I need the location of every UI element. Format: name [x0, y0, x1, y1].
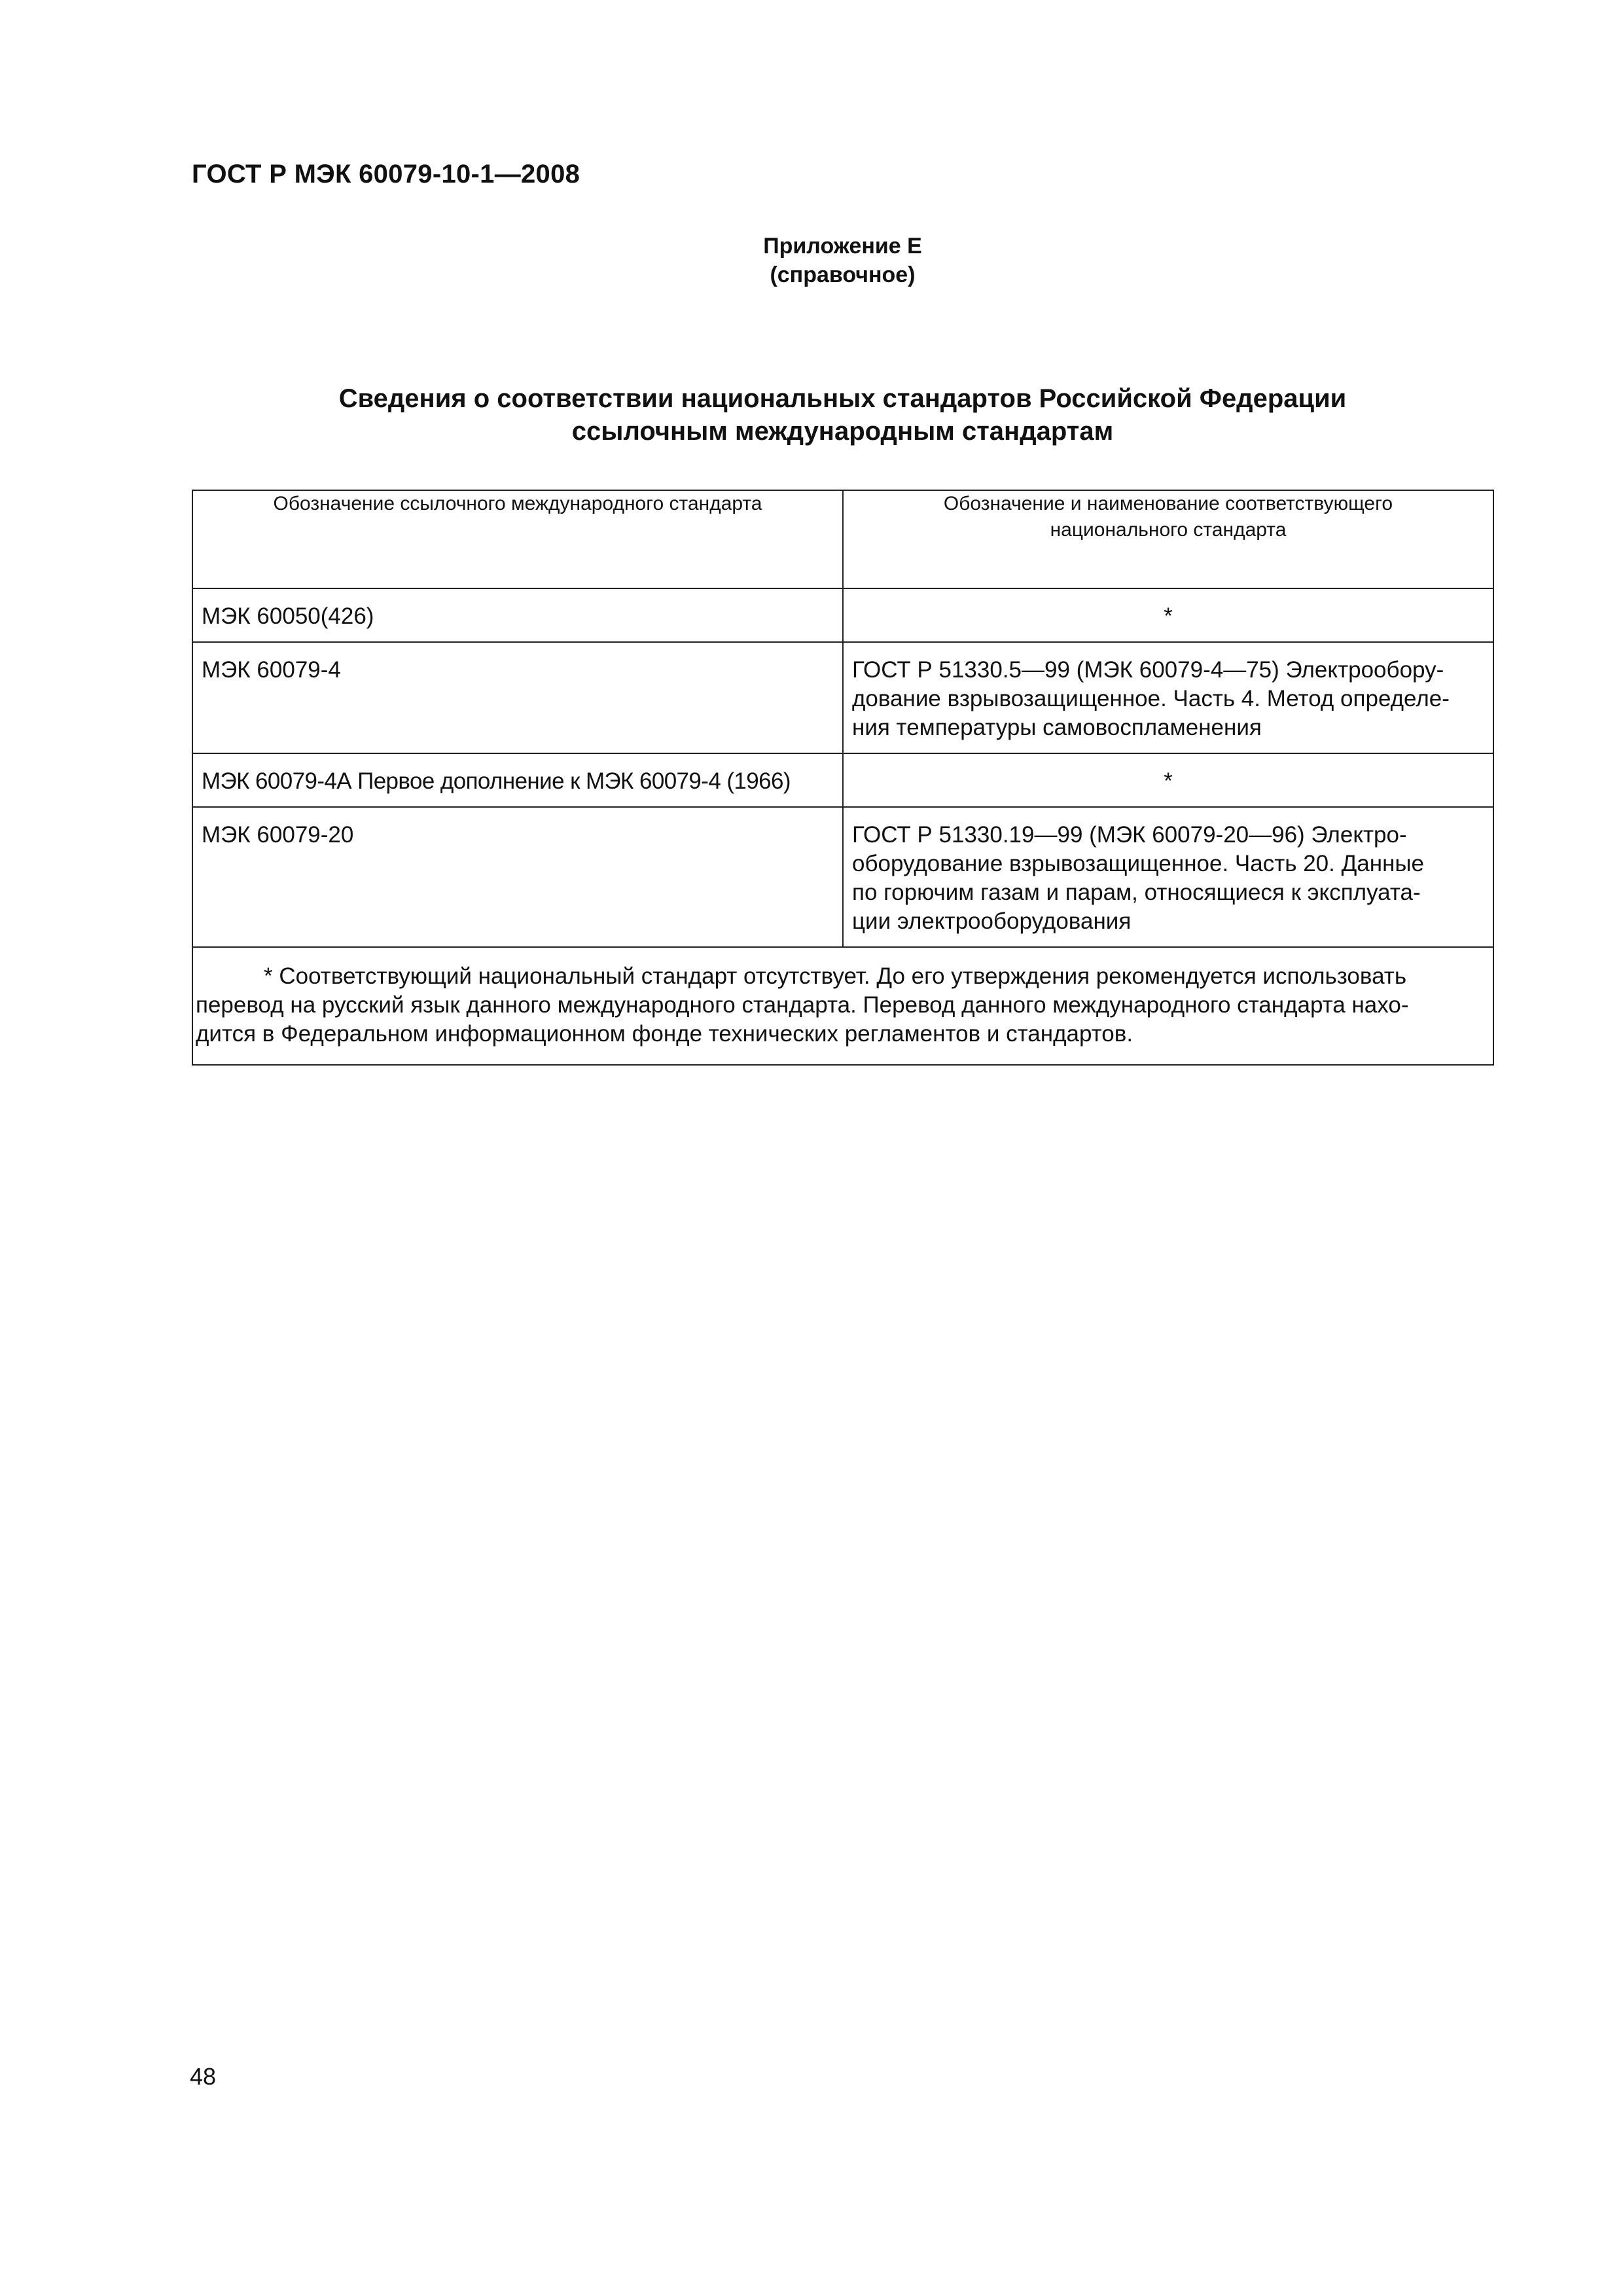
cell-international [192, 588, 843, 642]
national-text-line: ГОСТ Р 51330.5—99 (МЭК 60079-4—75) Электрообору- [852, 657, 1444, 683]
document-code: ГОСТ Р МЭК 60079-10-1—2008 [192, 160, 580, 188]
international-designation: МЭК 60079-4А Первое дополнение к МЭК 60079-4 (1966) [202, 768, 791, 794]
appendix-title: Приложение Е [763, 234, 922, 259]
cell-national [843, 753, 1493, 807]
table-footnote [192, 947, 1493, 1065]
table-header-row [192, 490, 1493, 588]
footnote-line: * Соответствующий национальный стандарт отсутствует. До его утверждения рекомендуется использовать [264, 963, 1407, 989]
cell-national [843, 807, 1493, 947]
national-text-line: по горючим газам и парам, относящиеся к эксплуата- [852, 880, 1421, 905]
table-row [192, 588, 1493, 642]
cell-international [192, 807, 843, 947]
national-text-line: дование взрывозащищенное. Часть 4. Метод определе- [852, 686, 1450, 711]
header-col1-label: Обозначение ссылочного международного стандарта [273, 493, 762, 514]
cell-international [192, 753, 843, 807]
cell-international [192, 642, 843, 753]
national-text-line: ции электрооборудования [852, 908, 1132, 934]
header-international-standard [192, 490, 843, 588]
table-row [192, 753, 1493, 807]
absent-marker: * [1164, 603, 1173, 629]
table-title-line-1: Сведения о соответствии национальных стандартов Российской Федерации [338, 384, 1347, 413]
cell-national [843, 642, 1493, 753]
table-row [192, 642, 1493, 753]
absent-marker: * [1164, 768, 1173, 794]
national-text-line: ния температуры самовоспламенения [852, 715, 1262, 740]
standards-correspondence-table [192, 490, 1494, 1066]
page-number: 48 [190, 2063, 217, 2090]
header-national-standard [843, 490, 1493, 588]
national-text-line: оборудование взрывозащищенное. Часть 20. Данные [852, 851, 1425, 876]
footnote-line: дится в Федеральном информационном фонде технических регламентов и стандартов. [196, 1021, 1133, 1047]
cell-national [843, 588, 1493, 642]
table-title [0, 382, 1623, 448]
international-designation: МЭК 60050(426) [202, 603, 374, 629]
footnote-line: перевод на русский язык данного международного стандарта. Перевод данного международного стандарта нахо- [196, 992, 1409, 1018]
table-row [192, 807, 1493, 947]
header-col2-line-1: Обозначение и наименование соответствующего [943, 493, 1393, 514]
appendix-subtitle: (справочное) [770, 262, 916, 287]
table-footnote-row [192, 947, 1493, 1065]
international-designation: МЭК 60079-20 [202, 822, 354, 848]
header-col2-line-2: национального стандарта [1050, 519, 1287, 541]
table-title-line-2: ссылочным международным стандартам [571, 417, 1114, 446]
national-text-line: ГОСТ Р 51330.19—99 (МЭК 60079-20—96) Электро- [852, 822, 1407, 848]
appendix-heading [0, 232, 1623, 289]
international-designation: МЭК 60079-4 [202, 657, 341, 683]
